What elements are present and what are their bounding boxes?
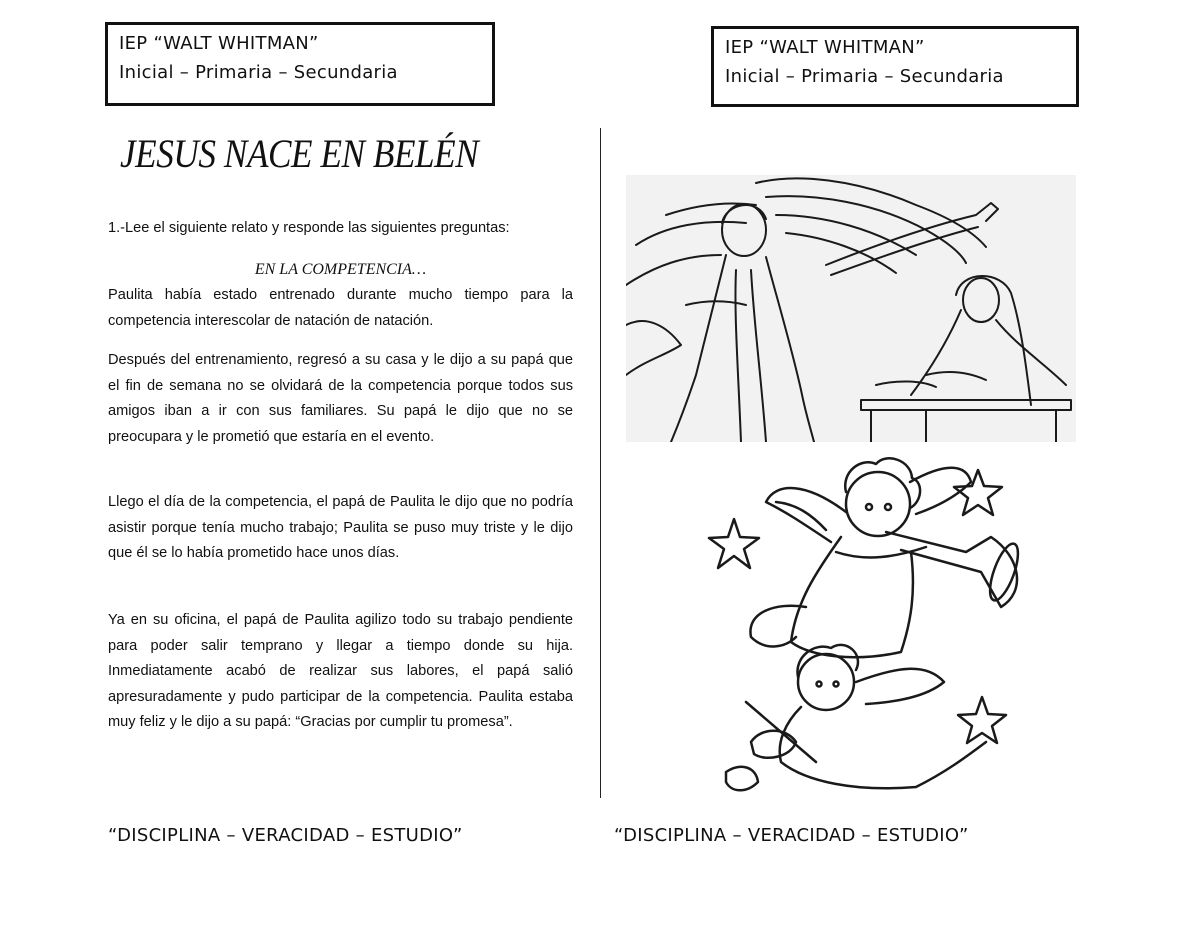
story-paragraph: Después del entrenamiento, regresó a su casa y le dijo a su papá que el fin de semana no se olvidará de la competencia porque todos sus amigos iban a ir con sus familiares. Su papá le dijo que no se preocupara y le prometió que estaría en el evento. <box>108 352 573 445</box>
story-paragraph: Paulita había estado entrenado durante mucho tiempo para la competencia interescolar de natación de natación. <box>108 287 573 329</box>
school-levels: Inicial – Primaria – Secundaria <box>725 66 1004 87</box>
school-header-left <box>105 22 495 106</box>
annunciation-illustration <box>626 175 1076 442</box>
page-title: JESUS NACE EN BELÉN <box>120 131 479 176</box>
angels-illustration <box>626 442 1086 798</box>
school-name: IEP “WALT WHITMAN” <box>119 33 319 54</box>
school-levels: Inicial – Primaria – Secundaria <box>119 62 398 83</box>
story-title: EN LA COMPETENCIA… <box>254 261 427 278</box>
school-header-right <box>711 26 1079 107</box>
story-paragraph: Llego el día de la competencia, el papá de Paulita le dijo que no podría asistir porque tenía mucho trabajo; Paulita se puso muy triste y le dijo que él se lo había prometido hace unos días. <box>108 494 573 561</box>
school-motto-right: “DISCIPLINA – VERACIDAD – ESTUDIO” <box>614 825 969 846</box>
story-paragraph: Ya en su oficina, el papá de Paulita agilizo todo su trabajo pendiente para poder salir temprano y llegar a tiempo donde su hija. Inmediatamente acabó de realizar sus labores, el papá salió apresuradamente y pudo participar de la competencia. Paulita estaba muy feliz y le dijo a su papá: “Gracias por cumplir tu promesa”. <box>108 612 573 730</box>
angels-trumpet-violin-stars-icon <box>626 442 1086 798</box>
page-divider <box>600 128 601 798</box>
instruction-text: 1.-Lee el siguiente relato y responde las siguientes preguntas: <box>108 220 510 236</box>
school-name: IEP “WALT WHITMAN” <box>725 37 925 58</box>
school-motto-left: “DISCIPLINA – VERACIDAD – ESTUDIO” <box>108 825 463 846</box>
annunciation-angel-mary-icon <box>626 175 1076 442</box>
